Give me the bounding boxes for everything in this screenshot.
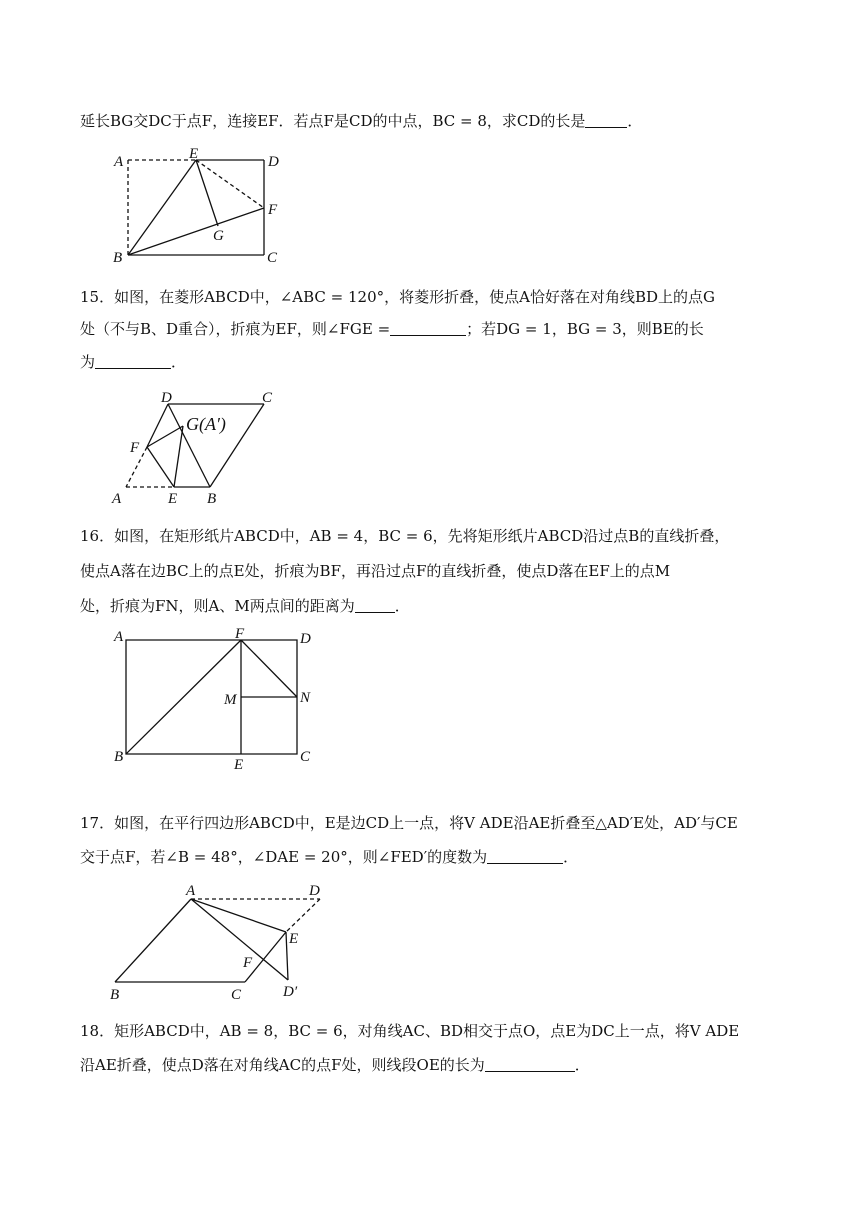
q14-label-b: B: [113, 250, 123, 266]
q18-answer-blank: [485, 1057, 575, 1072]
q15-label-c: C: [262, 390, 273, 406]
q15-label-g: G(A′): [186, 414, 226, 434]
q15-text-line-1: 15．如图，在菱形ABCD中，∠ABC = 120°，将菱形折叠，使点A恰好落在对角线BD上的点G: [80, 288, 716, 306]
q16-text-line-2: 使点A落在边BC上的点E处，折痕为BF，再沿过点F的直线折叠，使点D落在EF上的点M: [80, 562, 671, 580]
q18-text-line-1: 18．矩形ABCD中，AB = 8，BC = 6，对角线AC、BD相交于点O，点E为DC上一点，将V ADE: [80, 1022, 740, 1040]
q15-figure: [108, 384, 308, 508]
q16-label-e: E: [234, 757, 244, 773]
q14-label-f: F: [268, 202, 278, 218]
q14-answer-blank: [585, 113, 627, 128]
q15-answer-blank-1: [390, 321, 466, 336]
q16-text-line-3: 处，折痕为FN，则A、M两点间的距离为 ．: [80, 597, 410, 615]
q15-label-e: E: [168, 491, 178, 507]
q17-figure: [108, 876, 338, 1006]
q16-label-m: M: [224, 692, 237, 708]
q16-label-d: D: [300, 631, 311, 647]
q16-label-a: A: [114, 629, 124, 645]
q14-label-e: E: [189, 146, 199, 162]
q15-text-line-3: 为 ．: [80, 353, 187, 371]
q17-text-line-1: 17．如图，在平行四边形ABCD中，E是边CD上一点，将V ADE沿AE折叠至△AD′E处，AD′与CE: [80, 814, 738, 832]
q15-label-f: F: [130, 440, 140, 456]
q17-label-f: F: [243, 955, 253, 971]
q14-label-g: G: [213, 228, 224, 244]
q16-label-n: N: [300, 690, 311, 706]
q16-label-c: C: [300, 749, 311, 765]
q14-text: 延长BG交DC于点F，连接EF．若点F是CD的中点，BC = 8，求CD的长是: [80, 112, 586, 130]
q15-label-b: B: [207, 491, 217, 507]
q17-text-line-2: 交于点F，若∠B = 48°，∠DAE = 20°，则∠FED′的度数为 ．: [80, 848, 579, 866]
q15-label-d: D: [161, 390, 172, 406]
q17-label-a: A: [186, 883, 196, 899]
q17-answer-blank: [487, 849, 563, 864]
q16-label-b: B: [114, 749, 124, 765]
q14-label-a: A: [114, 154, 124, 170]
q14-label-d: D: [268, 154, 279, 170]
q16-text-line-1: 16．如图，在矩形纸片ABCD中，AB = 4，BC = 6，先将矩形纸片ABCD沿过点B的直线折叠，: [80, 527, 730, 545]
q17-label-d-prime: D′: [283, 984, 298, 1000]
q15-answer-blank-2: [95, 354, 171, 369]
q16-answer-blank: [355, 598, 395, 613]
q17-label-d: D: [309, 883, 320, 899]
q18-text-line-2: 沿AE折叠，使点D落在对角线AC的点F处，则线段OE的长为 ．: [80, 1056, 590, 1074]
q17-label-e: E: [289, 931, 299, 947]
q16-figure: [108, 624, 328, 774]
q14-label-c: C: [267, 250, 278, 266]
q14-figure: [108, 146, 308, 266]
q14-text-line-1: 延长BG交DC于点F，连接EF．若点F是CD的中点，BC = 8，求CD的长是 ．: [80, 112, 643, 130]
q15-text-line-2: 处（不与B、D重合），折痕为EF，则∠FGE = ；若DG = 1，BG = 3，则BE的长: [80, 320, 704, 338]
q17-label-b: B: [110, 987, 120, 1003]
q15-label-a: A: [112, 491, 122, 507]
q17-label-c: C: [231, 987, 242, 1003]
q16-label-f: F: [235, 626, 245, 642]
